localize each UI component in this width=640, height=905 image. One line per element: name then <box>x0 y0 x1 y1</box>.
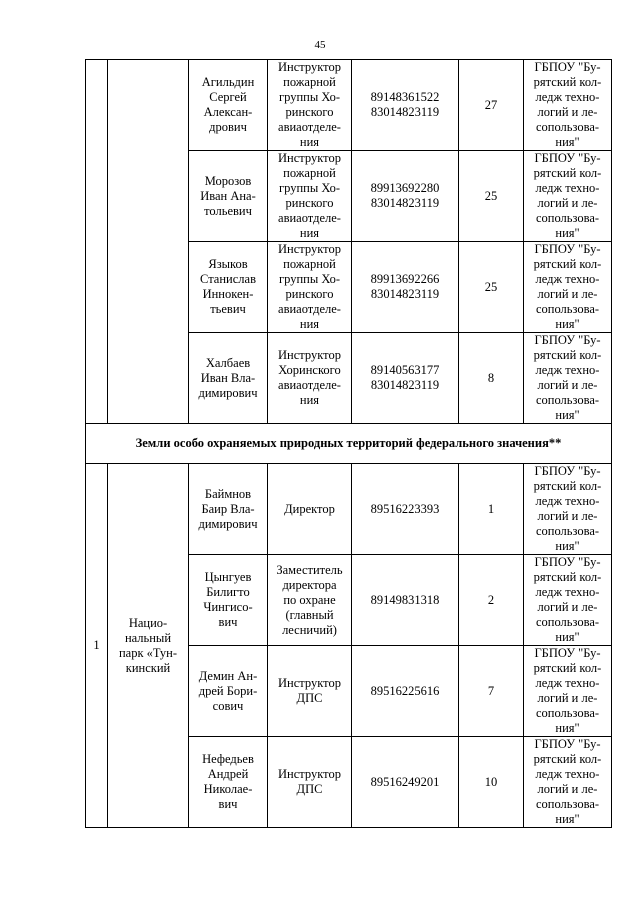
territory-cell: Нацио- нальный парк «Тун- кинский <box>108 464 189 828</box>
phone-cell: 89149831318 <box>352 555 459 646</box>
position-cell: Инструктор Хоринского авиаотделе- ния <box>268 333 352 424</box>
name-cell: Халбаев Иван Вла- димирович <box>189 333 268 424</box>
phone-cell: 89148361522 83014823119 <box>352 60 459 151</box>
position-cell: Инструктор ДПС <box>268 646 352 737</box>
position-cell: Инструктор ДПС <box>268 737 352 828</box>
position-cell: Директор <box>268 464 352 555</box>
phone-cell: 89140563177 83014823119 <box>352 333 459 424</box>
count-cell: 25 <box>459 242 524 333</box>
name-cell: Агильдин Сергей Алексан- дрович <box>189 60 268 151</box>
count-cell: 8 <box>459 333 524 424</box>
number-cell <box>86 60 108 424</box>
page-number: 45 <box>314 39 326 51</box>
position-cell: Инструктор пожарной группы Хо- ринского авиаотделе- ния <box>268 242 352 333</box>
table-row <box>86 464 612 555</box>
organization-cell: ГБПОУ "Бу- рятский кол- ледж техно- логий и ле- сопользова- ния" <box>524 464 612 555</box>
name-cell: Демин Ан- дрей Бори- сович <box>189 646 268 737</box>
phone-cell: 89913692266 83014823119 <box>352 242 459 333</box>
name-cell: Нефедьев Андрей Николае- вич <box>189 737 268 828</box>
position-cell: Заместитель директора по охране (главный лесничий) <box>268 555 352 646</box>
personnel-table <box>85 59 612 828</box>
name-cell: Баймнов Баир Вла- димирович <box>189 464 268 555</box>
table-row <box>86 60 612 151</box>
name-cell: Морозов Иван Ана- тольевич <box>189 151 268 242</box>
section-title: Земли особо охраняемых природных территорий федерального значения** <box>86 424 612 464</box>
phone-cell: 89516225616 <box>352 646 459 737</box>
organization-cell: ГБПОУ "Бу- рятский кол- ледж техно- логий и ле- сопользова- ния" <box>524 555 612 646</box>
count-cell: 27 <box>459 60 524 151</box>
number-cell: 1 <box>86 464 108 828</box>
phone-cell: 89913692280 83014823119 <box>352 151 459 242</box>
count-cell: 25 <box>459 151 524 242</box>
organization-cell: ГБПОУ "Бу- рятский кол- ледж техно- логий и ле- сопользова- ния" <box>524 242 612 333</box>
territory-cell <box>108 60 189 424</box>
count-cell: 2 <box>459 555 524 646</box>
count-cell: 1 <box>459 464 524 555</box>
organization-cell: ГБПОУ "Бу- рятский кол- ледж техно- логий и ле- сопользова- ния" <box>524 737 612 828</box>
count-cell: 7 <box>459 646 524 737</box>
section-row <box>86 424 612 464</box>
organization-cell: ГБПОУ "Бу- рятский кол- ледж техно- логий и ле- сопользова- ния" <box>524 60 612 151</box>
name-cell: Цынгуев Билигто Чингисо- вич <box>189 555 268 646</box>
name-cell: Языков Станислав Иннокен- тьевич <box>189 242 268 333</box>
organization-cell: ГБПОУ "Бу- рятский кол- ледж техно- логий и ле- сопользова- ния" <box>524 151 612 242</box>
phone-cell: 89516249201 <box>352 737 459 828</box>
position-cell: Инструктор пожарной группы Хо- ринского авиаотделе- ния <box>268 60 352 151</box>
count-cell: 10 <box>459 737 524 828</box>
phone-cell: 89516223393 <box>352 464 459 555</box>
organization-cell: ГБПОУ "Бу- рятский кол- ледж техно- логий и ле- сопользова- ния" <box>524 646 612 737</box>
position-cell: Инструктор пожарной группы Хо- ринского авиаотделе- ния <box>268 151 352 242</box>
organization-cell: ГБПОУ "Бу- рятский кол- ледж техно- логий и ле- сопользова- ния" <box>524 333 612 424</box>
